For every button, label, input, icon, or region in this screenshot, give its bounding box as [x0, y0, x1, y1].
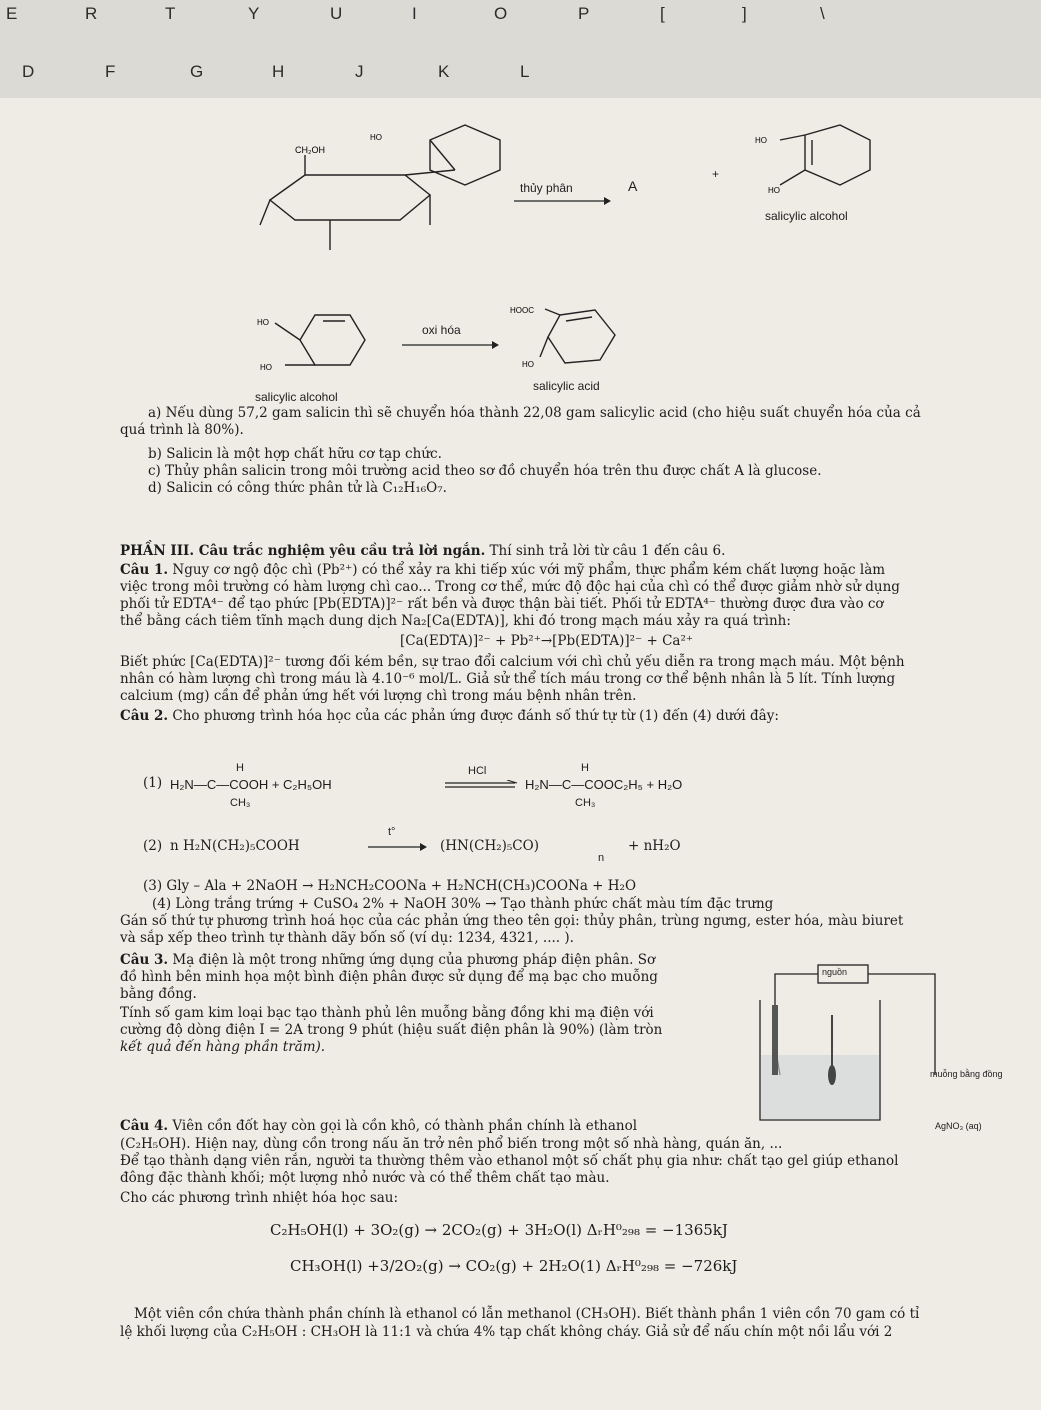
reaction-1-catalyst: HCl: [468, 765, 487, 777]
q1-line1: Câu 1. Nguy cơ ngộ độc chì (Pb²⁺) có thể xảy ra khi tiếp xúc với mỹ phẩm, thực phẩm kém chất lượng hoặc làm: [120, 562, 886, 578]
reaction-1-h-left: H: [236, 762, 244, 774]
q2-line2: Gán số thứ tự phương trình hoá học của các phản ứng theo tên gọi: thủy phân, trùng ngưng, ester hóa, màu biuret: [120, 913, 904, 929]
q1-line3: phối tử EDTA⁴⁻ để tạo phức [Pb(EDTA)]²⁻ rất bền và được thận bài tiết. Phối tử EDTA⁴⁻ thường được đưa vào cơ: [120, 596, 884, 612]
q4-line2: (C₂H₅OH). Hiện nay, dùng cồn trong nấu ăn trở nên phổ biến trong một số nhà hàng, quán ăn, ...: [120, 1136, 783, 1152]
reaction-1-right: H₂N—C—COOC₂H₅ + H₂O: [525, 777, 683, 792]
keyboard-key: G: [190, 62, 204, 81]
keyboard-key: L: [520, 62, 530, 81]
keyboard-key: I: [412, 4, 417, 23]
q3-line3: bằng đồng.: [120, 986, 197, 1002]
oxidation-label: oxi hóa: [422, 323, 461, 337]
ho-label-1: HO: [755, 136, 767, 145]
salicyl-alcohol-label-2: salicylic alcohol: [255, 390, 338, 404]
reaction-1-ch3-right: CH₃: [575, 797, 596, 809]
q4-line7: lệ khối lượng của C₂H₅OH : CH₃OH là 11:1 và chứa 4% tạp chất không cháy. Giả sử để nấu chín một nồi lẩu với 2: [120, 1324, 893, 1340]
thermo-eq-2: CH₃OH(l) +3/2O₂(g) → CO₂(g) + 2H₂O(1) ΔᵣH⁰₂₉₈ = −726kJ: [290, 1257, 738, 1275]
salicin-structure: [240, 120, 520, 280]
electroplating-figure: [740, 955, 1000, 1140]
ch2oh-label: CH₂OH: [295, 145, 325, 155]
q4-line4: đông đặc thành khối; một lượng nhỏ nước và có thể thêm chất tạo màu.: [120, 1170, 610, 1186]
statement-d: d) Salicin có công thức phân tử là C₁₂H₁₆O₇.: [148, 480, 447, 496]
figure-agno3-label: AgNO₃ (aq): [935, 1121, 982, 1131]
q2-line1: Câu 2. Cho phương trình hóa học của các phản ứng được đánh số thứ tự từ (1) đến (4) dưới đây:: [120, 708, 779, 724]
reaction-2-polymer: (HN(CH₂)₅CO): [440, 838, 539, 854]
salicylic-acid-label: salicylic acid: [533, 379, 600, 393]
keyboard-key: Y: [248, 4, 260, 23]
reaction-1-ch3-left: CH₃: [230, 797, 251, 809]
salicylic-acid-structure: [500, 295, 650, 380]
q4-line3: Để tạo thành dạng viên rắn, người ta thường thêm vào ethanol một số chất phụ gia như: chất tạo gel giúp ethanol: [120, 1153, 899, 1169]
hooc-label: HOOC: [510, 306, 534, 315]
ho-label-3: HO: [257, 318, 269, 327]
product-a: A: [628, 178, 638, 194]
q1-line5: Biết phức [Ca(EDTA)]²⁻ tương đối kém bền, sự trao đổi calcium với chì chủ yếu diễn ra trong mạch máu. Một bệnh: [120, 654, 905, 670]
q1-line4: thể bằng cách tiêm tĩnh mạch dung dịch Na₂[Ca(EDTA)], khi đó trong mạch máu xảy ra quá trình:: [120, 613, 791, 629]
q3-line1: Câu 3. Mạ điện là một trong những ứng dụng của phương pháp điện phân. Sơ: [120, 952, 656, 968]
reaction-2-condition: t°: [388, 826, 396, 838]
q4-line5: Cho các phương trình nhiệt hóa học sau:: [120, 1190, 399, 1206]
q2-line3: và sắp xếp theo trình tự thành dãy bốn số (ví dụ: 1234, 4321, .... ).: [120, 930, 574, 946]
ho-label-2: HO: [768, 186, 780, 195]
reaction-2-number: (2): [143, 838, 163, 854]
keyboard-key: ]: [742, 4, 747, 23]
keyboard-key: U: [330, 4, 343, 23]
ho-label-top: HO: [370, 133, 382, 142]
ho-label-5: HO: [522, 360, 534, 369]
keyboard-key: \: [820, 4, 825, 23]
q3-line6: kết quả đến hàng phần trăm).: [120, 1039, 326, 1055]
q3-line4: Tính số gam kim loại bạc tạo thành phủ lên muỗng bằng đồng khi mạ điện với: [120, 1005, 654, 1021]
figure-spoon-label: muỗng bằng đồng: [930, 1069, 1003, 1079]
statement-a-line2: quá trình là 80%).: [120, 422, 244, 438]
reaction-4: (4) Lòng trắng trứng + CuSO₄ 2% + NaOH 30% → Tạo thành phức chất màu tím đặc trưng: [152, 896, 774, 912]
figure-source-label: nguồn: [822, 967, 848, 977]
q1-line7: calcium (mg) cần để phản ứng hết với lượng chì trong máu bệnh nhân trên.: [120, 688, 637, 704]
reaction-2-water: + nH₂O: [628, 838, 681, 854]
salicyl-alcohol-label-1: salicylic alcohol: [765, 209, 848, 223]
plus-sign: +: [712, 167, 720, 181]
q1-line2: việc trong môi trường có hàm lượng chì cao... Trong cơ thể, mức độ độc hại của chì có thể được giảm nhờ sử dụng: [120, 579, 900, 595]
keyboard-key: R: [85, 4, 98, 23]
salicyl-alcohol-structure-2: [245, 305, 395, 385]
keyboard-key: E: [6, 4, 18, 23]
reaction-3: (3) Gly – Ala + 2NaOH → H₂NCH₂COONa + H₂NCH(CH₃)COONa + H₂O: [143, 878, 637, 894]
ho-label-4: HO: [260, 363, 272, 372]
q3-line2: đồ hình bên minh họa một bình điện phân được sử dụng để mạ bạc cho muỗng: [120, 969, 658, 985]
keyboard-background: [0, 0, 1041, 98]
reaction-1-arrow: [445, 780, 520, 790]
keyboard-key: O: [494, 4, 508, 23]
keyboard-key: D: [22, 62, 35, 81]
reaction-2-n: n: [598, 852, 605, 864]
keyboard-key: F: [105, 62, 116, 81]
keyboard-key: K: [438, 62, 450, 81]
hydrolysis-arrow: [512, 196, 612, 206]
reaction-1-number: (1): [143, 775, 163, 791]
statement-c: c) Thủy phân salicin trong môi trường acid theo sơ đồ chuyển hóa trên thu được chất A là glucose.: [148, 463, 822, 479]
salicyl-alcohol-structure-1: [740, 115, 890, 205]
reaction-1-h-right: H: [581, 762, 589, 774]
keyboard-key: H: [272, 62, 285, 81]
thermo-eq-1: C₂H₅OH(l) + 3O₂(g) → 2CO₂(g) + 3H₂O(l) ΔᵣH⁰₂₉₈ = −1365kJ: [270, 1221, 728, 1239]
q4-line6: Một viên cồn chứa thành phần chính là ethanol có lẫn methanol (CH₃OH). Biết thành phần 1 viên cồn 70 gam có tỉ: [134, 1306, 920, 1322]
statement-b: b) Salicin là một hợp chất hữu cơ tạp chức.: [148, 446, 442, 462]
keyboard-key: [: [660, 4, 665, 23]
keyboard-key: T: [165, 4, 176, 23]
keyboard-key: P: [578, 4, 590, 23]
q3-line5: cường độ dòng điện I = 2A trong 9 phút (hiệu suất điện phân là 90%) (làm tròn: [120, 1022, 663, 1038]
keyboard-key: J: [355, 62, 364, 81]
reaction-2-left: n H₂N(CH₂)₅COOH: [170, 838, 300, 854]
hydrolysis-label: thủy phân: [520, 181, 573, 195]
q4-line1: Câu 4. Viên cồn đốt hay còn gọi là cồn khô, có thành phần chính là ethanol: [120, 1118, 638, 1134]
reaction-2-arrow: [368, 842, 428, 852]
oxidation-arrow: [400, 340, 500, 350]
statement-a-line1: a) Nếu dùng 57,2 gam salicin thì sẽ chuyển hóa thành 22,08 gam salicylic acid (cho hiệu suất chuyển hóa của cả: [148, 405, 921, 421]
q1-equation: [Ca(EDTA)]²⁻ + Pb²⁺→[Pb(EDTA)]²⁻ + Ca²⁺: [400, 633, 693, 649]
part3-heading: PHẦN III. Câu trắc nghiệm yêu cầu trả lời ngắn. Thí sinh trả lời từ câu 1 đến câu 6.: [120, 543, 726, 559]
q1-line6: nhân có hàm lượng chì trong máu là 4.10⁻⁶ mol/L. Giả sử thể tích máu trong cơ thể bệnh nhân là 5 lít. Tính lượng: [120, 671, 896, 687]
reaction-1-left: H₂N—C—COOH + C₂H₅OH: [170, 777, 332, 792]
